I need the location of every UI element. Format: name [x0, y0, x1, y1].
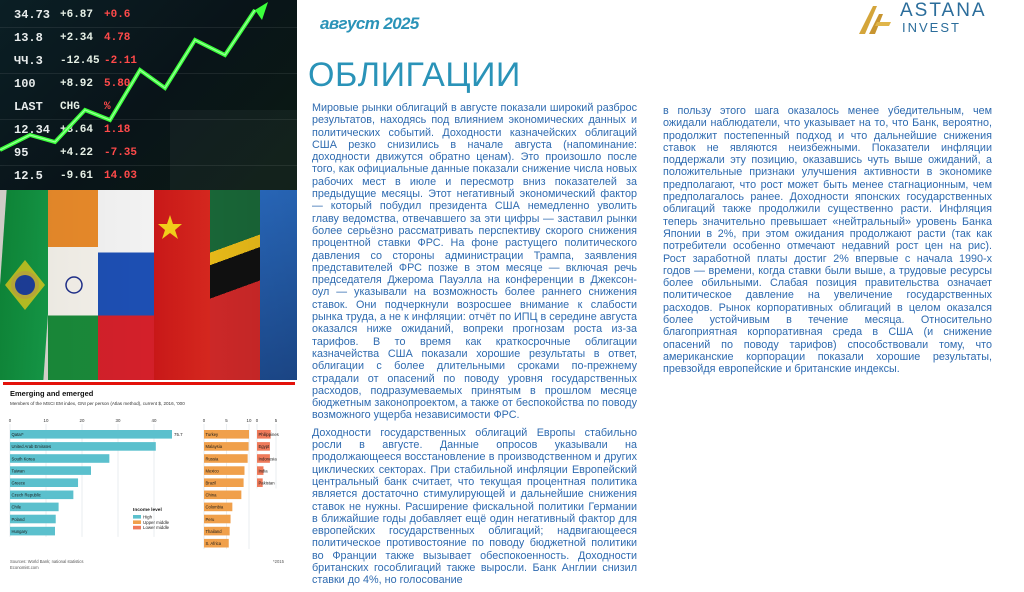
ticker-value: LAST	[14, 100, 43, 114]
logo-name: ASTANA	[900, 0, 987, 21]
chart-category-label: Thailand	[205, 528, 222, 534]
chart-tick-label: 0	[255, 418, 259, 423]
chart-category-label: Colombia	[205, 504, 224, 510]
ticker-value: 12.5	[14, 169, 43, 183]
chart-tick-label: 0	[8, 418, 12, 423]
chart-tick-label: 20	[79, 418, 85, 423]
article-paragraph: Мировые рынки облигаций в августе показали широкий разброс результатов, находясь под влиянием экономических данных и политических событий. Доходности казначейских облигаций США резко снизились в начале августа (напоминание: доходности движутся обратно ценам). Это произошло после того, как официальные данные показали снижение числа новых рабочих мест в июле и пересмотр вниз показателей за предыдущие месяцы. Этот негативный экономический фактор — который побудил президента США немедленно уволить главу ведомства, отвечавшего за эти цифры — заставил рынки более серьёзно рассматривать перспективу скорого снижения процентной ставки ФРС. На фоне растущего политического давления со стороны администрации Трампа, заявления представителей ФРС позже в этом месяце — включая речь председателя Джерома Пауэлла на конференции в Джексон- оул — указывали на возможность более раннего снижения ставок. Они подчеркнули возросшее внимание к слабости рынка труда, а не к инфляции: отчёт по ИПЦ в середине августа оказался ниже ожиданий, вопреки прогнозам роста из-за тарифов. В то время как краткосрочные облигации казначейства США показали хорошие результаты в ответ, облигации с более длительными сроками по-прежнему страдали от опасений по поводу уровня государственных расходов, подразумеваемых принятым в прошлом месяце бюджетным законопроектом, а также от беспокойства по поводу возможного ущерба независимости ФРС.	[312, 102, 637, 422]
chart-category-label: Poland	[11, 516, 25, 522]
ticker-value: +3.64	[60, 124, 94, 136]
chart-category-label: Indonesia	[258, 456, 277, 462]
ticker-value: 5.80	[104, 78, 131, 90]
chart-title: Emerging and emerged	[10, 389, 94, 398]
chart-tick-label: 5	[225, 418, 228, 423]
ticker-value: +8.92	[60, 78, 94, 90]
chart-category-label: Qatar*	[11, 432, 24, 438]
chart-category-label: Czech Republic	[11, 492, 41, 498]
chart-tick-label: 10	[246, 418, 252, 423]
chart-category-label: Philippines	[258, 432, 279, 438]
ticker-value: +4.22	[60, 147, 94, 159]
chart-legend-label: High	[143, 514, 153, 520]
chart-category-label: Egypt	[258, 444, 270, 450]
ticker-value: %	[104, 101, 111, 113]
ticker-value: 1.18	[104, 124, 131, 136]
ticker-value: -2.11	[104, 55, 138, 67]
chart-data-label: 75.7	[174, 432, 183, 438]
chart-legend-swatch	[133, 520, 141, 524]
chart-footnote: *2015	[273, 559, 284, 564]
ticker-value: 13.8	[14, 31, 43, 45]
chart-tick-label: 10	[43, 418, 49, 423]
section-title: ОБЛИГАЦИИ	[308, 56, 521, 94]
chart-category-label: South Korea	[11, 456, 35, 462]
chart-subtitle: Members of the MSCI EM index, GNI per person (Atlas method), current $, 2016, '000	[10, 401, 185, 406]
chart-category-label: Mexico	[205, 468, 219, 474]
national-flags-image	[0, 190, 297, 380]
article-paragraph: в пользу этого шага оказалось менее убедительным, чем ожидали наблюдатели, что указывает на то, что Банк, вероятно, продолжит постепенный подход и что дальнейшие снижения ставок не являются неизбежными. Показатели инфляции поддержали эту позицию, оказавшись чуть выше ожиданий, а положительные признаки улучшения активности в экономике предполагают, что рост может быть менее стагнационным, чем предполагалось ранее. Доходности японских государственных облигаций также продолжили существенно расти. Инфляция теперь значительно превышает «нейтральный» уровень Банка Японии в 2%, при этом ожидания продолжают расти (так как потребители особенно отмечают недавний рост цен на рис). Рост заработной платы достиг 2% впервые с начала 1990-х годов — времени, когда ставки были выше, а трудовые ресурсы более обильными. Слабая позиция правительства означает политическое давление на увеличение государственных расходов. Рынок корпоративных облигаций в целом оказался более устойчивым в течение месяца. Относительно благоприятная корпоративная среда в США (и снижение опасений по поводу тарифов) способствовали тому, что американские корпорации показали хорошие результаты, превзойдя европейские и британские индексы.	[663, 105, 992, 376]
astana-invest-logo-icon	[855, 2, 895, 36]
chart-category-label: Russia	[205, 456, 219, 462]
chart-category-label: Chile	[11, 504, 22, 510]
stock-ticker-image	[0, 0, 297, 190]
ticker-value: 34.73	[14, 8, 51, 22]
chart-category-label: China	[205, 492, 217, 498]
article-column-1	[312, 102, 637, 592]
chart-category-label: Malaysia	[205, 444, 223, 450]
article-paragraph: Доходности государственных облигаций Европы стабильно росли в августе. Данные опросов указывали на продолжающееся восстановление в производственном и других циклических секторах. При стабильной инфляции Европейский центральный банк считает, что текущая процентная политика является достаточно стимулирующей и дальнейшие снижения ставок не нужны. Расширение фискальной политики Германии в ближайшие годы добавляет ещё один негативный фактор для европейских государственных облигаций; надвигающееся политическое противостояние по поводу бюджетной политики во Франции также вызывает обеспокоенность. Доходности британских гособлигаций также выросли. Банк Англии снизил ставки до 4%, но голосование	[312, 426, 637, 587]
chart-category-label: United Arab Emirates	[11, 444, 52, 450]
ticker-value: +0.6	[104, 9, 131, 21]
ticker-value: 12.34	[14, 123, 51, 137]
chart-tick-label: 40	[151, 418, 157, 423]
income-level-chart	[0, 380, 297, 575]
chart-legend-label: Lower middle	[143, 525, 170, 531]
chart-source: Sources: World Bank; national statistics	[10, 559, 84, 564]
chart-category-label: India	[258, 468, 268, 474]
ticker-value: 4.78	[104, 32, 131, 44]
article-column-2	[663, 105, 992, 381]
ticker-value: -12.45	[60, 55, 100, 67]
logo-subtitle: INVEST	[902, 20, 961, 35]
chart-legend-label: Upper middle	[143, 519, 170, 525]
chart-legend-swatch	[133, 515, 141, 519]
chart-legend-swatch	[133, 526, 141, 530]
chart-legend-title: Income level	[133, 508, 162, 513]
chart-plot	[0, 380, 297, 575]
chart-tick-label: 5	[274, 418, 278, 423]
issue-date: август 2025	[320, 14, 419, 33]
chart-category-label: Taiwan	[11, 468, 25, 474]
chart-category-label: Turkey	[205, 432, 219, 438]
chart-tick-label: 0	[202, 418, 206, 423]
chart-brand: Economist.com	[10, 565, 39, 570]
chart-tick-label: 30	[115, 418, 121, 423]
chart-category-label: S. Africa	[205, 540, 222, 546]
ticker-value: 95	[14, 146, 29, 160]
chart-category-label: Greece	[11, 480, 26, 486]
ticker-value: -9.61	[60, 170, 94, 182]
ticker-value: CHG	[60, 101, 80, 113]
flag-highlights	[0, 190, 297, 380]
ticker-value: 100	[14, 77, 36, 91]
chart-category-label: Peru	[205, 516, 215, 522]
ticker-value: +6.87	[60, 9, 94, 21]
chart-bar	[10, 430, 172, 439]
chart-category-label: Brazil	[205, 480, 216, 486]
ticker-value: +2.34	[60, 32, 94, 44]
ticker-value: ЧЧ.3	[14, 54, 43, 68]
chart-category-label: Pakistan	[258, 480, 275, 486]
ticker-value: 14.03	[104, 170, 138, 182]
rising-trend-arrow	[0, 0, 297, 190]
chart-category-label: Hungary	[11, 528, 28, 534]
ticker-value: -7.35	[104, 147, 138, 159]
